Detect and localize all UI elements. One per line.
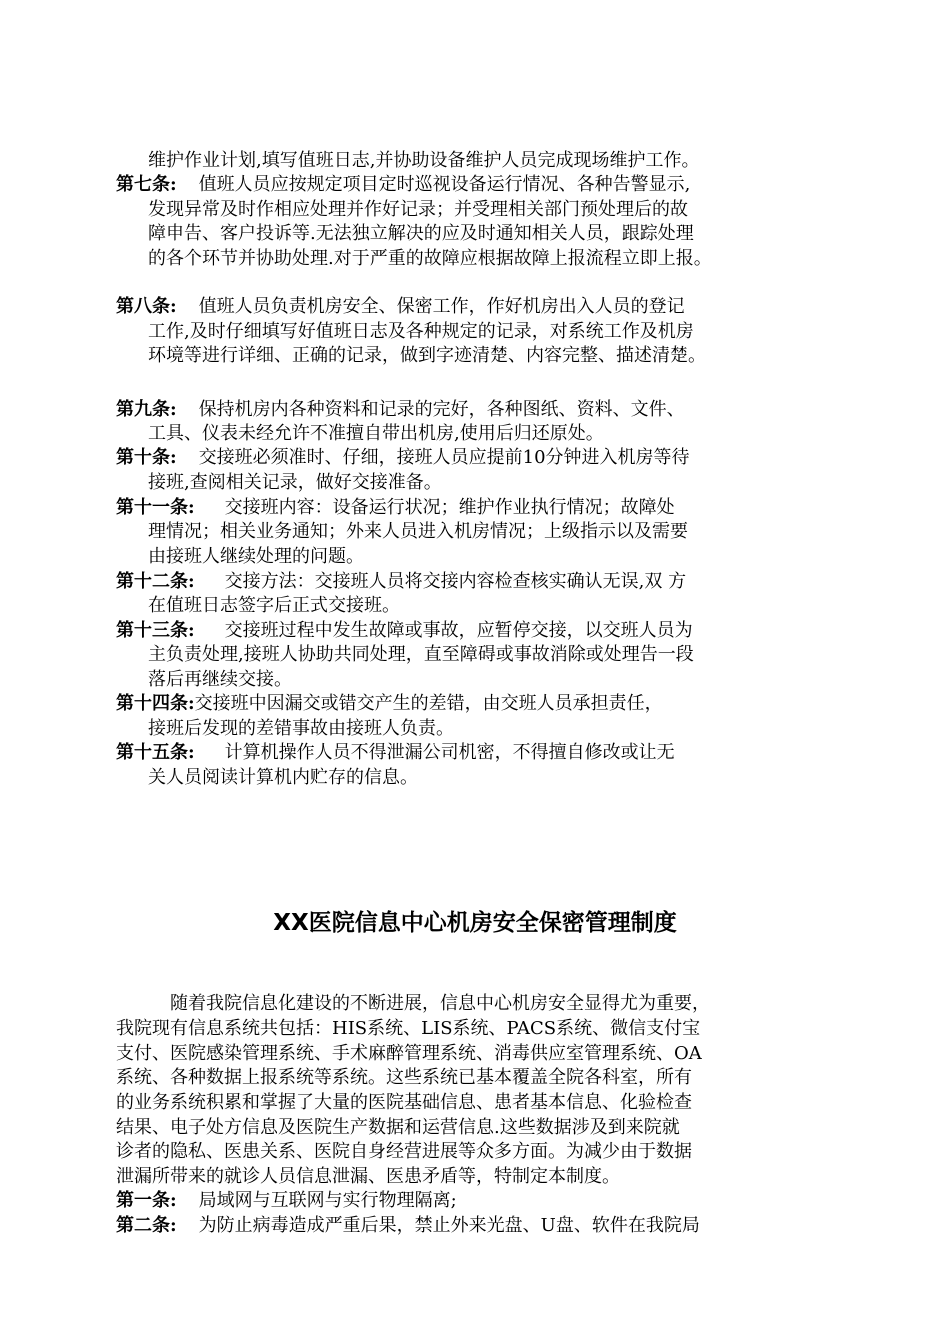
article-label: 第十一条:: [116, 497, 195, 518]
paragraph-line: 结果、电子处方信息及医院生产数据和运营信息.这些数据涉及到来院就: [116, 1117, 680, 1138]
article-label: 第八条:: [116, 296, 177, 317]
paragraph-line: 落后再继续交接。: [148, 669, 292, 690]
article-13: 第十三条: 交接班过程中发生故障或事故，应暂停交接，以交班人员为: [116, 620, 693, 641]
article-label: 第七条:: [116, 174, 177, 195]
article-14: 第十四条:交接班中因漏交或错交产生的差错，由交班人员承担责任，: [116, 693, 663, 714]
article-label: 第九条:: [116, 399, 177, 420]
article-11: 第十一条: 交接班内容：设备运行状况；维护作业执行情况；故障处: [116, 497, 675, 518]
article-9: 第九条: 保持机房内各种资料和记录的完好，各种图纸、资料、文件、: [116, 399, 685, 420]
article-15: 第十五条: 计算机操作人员不得泄漏公司机密，不得擅自修改或让无: [116, 742, 675, 763]
article-12: 第十二条: 交接方法：交接班人员将交接内容检查核实确认无误,双 方: [116, 571, 687, 592]
article-label: 第十五条:: [116, 742, 195, 763]
paragraph-line: 接班,查阅相关记录，做好交接准备。: [148, 472, 442, 493]
article-7: 第七条: 值班人员应按规定项目定时巡视设备运行情况、各种告警显示,: [116, 174, 691, 195]
paragraph-line: 系统、各种数据上报系统等系统。这些系统已基本覆盖全院各科室，所有: [116, 1067, 692, 1088]
article-label: 第十条:: [116, 447, 177, 468]
paragraph-line: 我院现有信息系统共包括：HIS系统、LIS系统、PACS系统、微信支付宝: [116, 1018, 701, 1039]
paragraph-line: 由接班人继续处理的问题。: [148, 546, 364, 567]
article-8: 第八条: 值班人员负责机房安全、保密工作，作好机房出入人员的登记: [116, 296, 685, 317]
article-label: 第一条:: [116, 1190, 177, 1211]
article-label: 第十三条:: [116, 620, 195, 641]
paragraph-line: 工具、仪表未经允许不准擅自带出机房,使用后归还原处。: [148, 423, 604, 444]
paragraph-line: 发现异常及时作相应处理并作好记录；并受理相关部门预处理后的故: [148, 199, 688, 220]
paragraph-line: 环境等进行详细、正确的记录，做到字迹清楚、内容完整、描述清楚。: [148, 345, 706, 366]
article-2: 第二条: 为防止病毒造成严重后果，禁止外来光盘、U盘、软件在我院局: [116, 1215, 700, 1236]
paragraph-line: 主负责处理,接班人协助共同处理，直至障碍或事故消除或处理告一段: [148, 644, 694, 665]
document-title: XX医院信息中心机房安全保密管理制度: [273, 910, 677, 936]
paragraph-line: 理情况；相关业务通知；外来人员进入机房情况；上级指示以及需要: [148, 521, 688, 542]
paragraph-line: 障申告、客户投诉等.无法独立解决的应及时通知相关人员，跟踪处理: [148, 223, 694, 244]
paragraph-line: 工作,及时仔细填写好值班日志及各种规定的记录，对系统工作及机房: [148, 321, 694, 342]
article-label: 第二条:: [116, 1215, 177, 1236]
paragraph-line: 接班后发现的差错事故由接班人负责。: [148, 718, 454, 739]
paragraph-line: 的各个环节并协助处理.对于严重的故障应根据故障上报流程立即上报。: [148, 248, 712, 269]
article-label: 第十二条:: [116, 571, 195, 592]
paragraph-line: 随着我院信息化建设的不断进展，信息中心机房安全显得尤为重要，: [170, 993, 710, 1014]
article-label: 第十四条:: [116, 693, 195, 714]
paragraph-line: 维护作业计划,填写值班日志,并协助设备维护人员完成现场维护工作。: [148, 150, 700, 171]
paragraph-line: 支付、医院感染管理系统、手术麻醉管理系统、消毒供应室管理系统、OA: [116, 1043, 702, 1064]
paragraph-line: 的业务系统积累和掌握了大量的医院基础信息、患者基本信息、化验检查: [116, 1092, 692, 1113]
article-1: 第一条: 局域网与互联网与实行物理隔离;: [116, 1190, 457, 1211]
paragraph-line: 在值班日志签字后正式交接班。: [148, 595, 400, 616]
paragraph-line: 关人员阅读计算机内贮存的信息。: [148, 767, 418, 788]
paragraph-line: 泄漏所带来的就诊人员信息泄漏、医患矛盾等，特制定本制度。: [116, 1166, 620, 1187]
article-10: 第十条: 交接班必须准时、仔细，接班人员应提前10分钟进入机房等待: [116, 447, 690, 468]
paragraph-line: 诊者的隐私、医患关系、医院自身经营进展等众多方面。为减少由于数据: [116, 1141, 692, 1162]
